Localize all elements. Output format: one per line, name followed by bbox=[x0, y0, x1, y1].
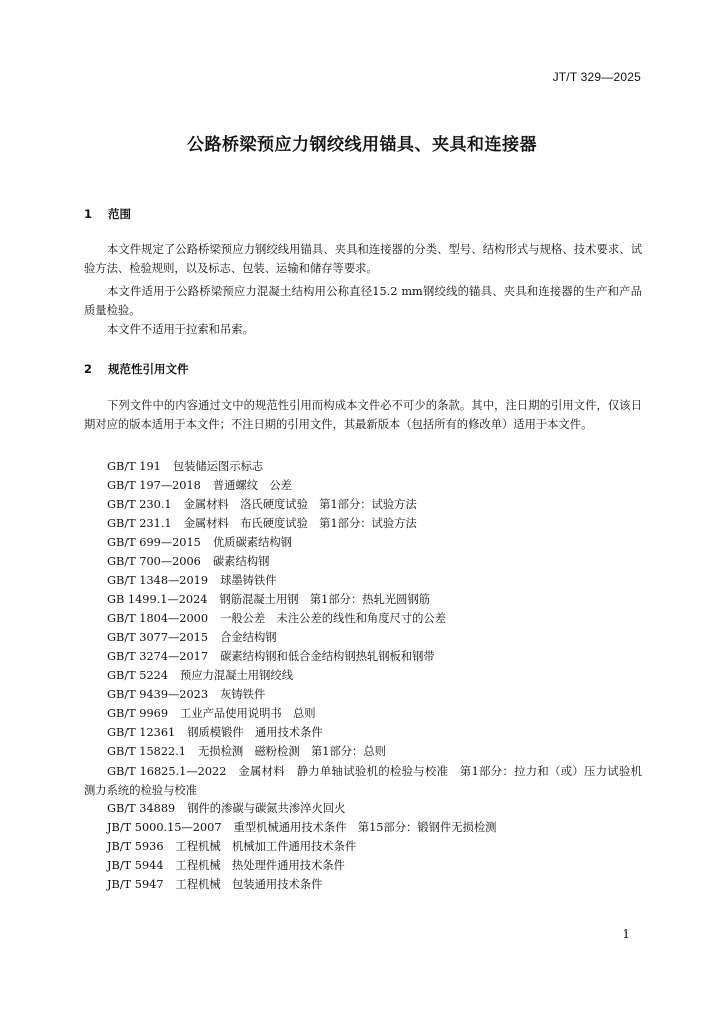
reference-code: GB/T 1348—2019 bbox=[107, 574, 209, 587]
reference-code: GB/T 34889 bbox=[107, 802, 176, 815]
reference-item bbox=[107, 515, 417, 531]
standard-code: JT/T 329—2025 bbox=[552, 70, 641, 84]
reference-code: GB/T 699—2015 bbox=[107, 536, 201, 549]
reference-item bbox=[107, 724, 323, 740]
reference-name: 包装储运图示标志 bbox=[172, 460, 264, 473]
section-title: 范围 bbox=[108, 207, 131, 221]
section-title: 规范性引用文件 bbox=[108, 362, 189, 376]
reference-item bbox=[107, 743, 386, 759]
reference-item bbox=[107, 857, 345, 873]
reference-name: 优质碳素结构钢 bbox=[212, 536, 292, 549]
reference-name: 工程机械 机械加工件通用技术条件 bbox=[175, 840, 357, 853]
reference-name: 预应力混凝土用钢绞线 bbox=[180, 669, 293, 682]
reference-code: GB/T 1804—2000 bbox=[107, 612, 209, 625]
section-number: 2 bbox=[84, 362, 93, 376]
reference-name: 工业产品使用说明书 总则 bbox=[180, 707, 316, 720]
reference-code: GB/T 9439—2023 bbox=[107, 688, 209, 701]
reference-code: JB/T 5944 bbox=[107, 859, 164, 872]
reference-item bbox=[107, 591, 430, 607]
reference-code: GB/T 231.1 bbox=[107, 517, 172, 530]
reference-code: GB/T 700—2006 bbox=[107, 555, 201, 568]
document-title: 公路桥梁预应力钢绞线用锚具、夹具和连接器 bbox=[187, 135, 537, 155]
reference-name: 金属材料 静力单轴试验机的检验与校准 第1部分：拉力和（或）压力试验机 测力系统的检验与校准 bbox=[84, 765, 654, 797]
reference-name: 无损检测 磁粉检测 第1部分：总则 bbox=[197, 745, 386, 758]
reference-item bbox=[107, 838, 356, 854]
reference-name: 碳素结构钢和低合金结构钢热轧钢板和钢带 bbox=[220, 650, 435, 663]
reference-item bbox=[107, 686, 265, 702]
section-number: 1 bbox=[84, 207, 93, 221]
reference-code: GB/T 16825.1—2022 bbox=[107, 765, 227, 778]
reference-code: GB/T 230.1 bbox=[107, 498, 172, 511]
paragraph: 本文件不适用于拉索和吊索。 bbox=[107, 323, 254, 336]
reference-code: GB/T 197—2018 bbox=[107, 479, 201, 492]
reference-item bbox=[107, 648, 435, 664]
reference-name: 钢质模锻件 通用技术条件 bbox=[187, 726, 323, 739]
page-number: 1 bbox=[622, 927, 630, 941]
reference-name: 合金结构钢 bbox=[220, 631, 277, 644]
reference-code: GB/T 9969 bbox=[107, 707, 169, 720]
reference-name: 球墨铸铁件 bbox=[220, 574, 277, 587]
reference-item bbox=[107, 800, 345, 816]
reference-item bbox=[107, 705, 316, 721]
reference-name: 金属材料 布氏硬度试验 第1部分：试验方法 bbox=[183, 517, 417, 530]
reference-code: JB/T 5936 bbox=[107, 840, 164, 853]
reference-item bbox=[107, 496, 417, 512]
paragraph: 本文件适用于公路桥梁预应力混凝土结构用公称直径15.2 mm钢绞线的锚具、夹具和连接器的生产和产品质量检验。 bbox=[84, 285, 642, 317]
paragraph: 本文件规定了公路桥梁预应力钢绞线用锚具、夹具和连接器的分类、型号、结构形式与规格、技术要求、试验方法、检验规则，以及标志、包装、运输和储存等要求。 bbox=[84, 243, 642, 275]
section-heading bbox=[84, 206, 131, 222]
reference-code: GB/T 191 bbox=[107, 460, 161, 473]
reference-code: GB 1499.1—2024 bbox=[107, 593, 208, 606]
reference-item bbox=[107, 458, 263, 474]
reference-item bbox=[107, 667, 293, 683]
reference-name: 钢件的渗碳与碳氮共渗淬火回火 bbox=[187, 802, 346, 815]
reference-item bbox=[107, 629, 277, 645]
reference-code: GB/T 12361 bbox=[107, 726, 176, 739]
reference-name: 工程机械 热处理件通用技术条件 bbox=[175, 859, 345, 872]
reference-code: GB/T 5224 bbox=[107, 669, 169, 682]
reference-name: 灰铸铁件 bbox=[220, 688, 266, 701]
reference-name: 工程机械 包装通用技术条件 bbox=[175, 878, 323, 891]
reference-code: JB/T 5000.15—2007 bbox=[107, 821, 222, 834]
reference-code: JB/T 5947 bbox=[107, 878, 164, 891]
reference-name: 普通螺纹 公差 bbox=[212, 479, 292, 492]
paragraph: 下列文件中的内容通过文中的规范性引用而构成本文件必不可少的条款。其中，注日期的引用文件，仅该日期对应的版本适用于本文件；不注日期的引用文件，其最新版本（包括所有的修改单）适用于本文件。 bbox=[84, 399, 642, 431]
reference-item bbox=[107, 572, 277, 588]
reference-code: GB/T 3077—2015 bbox=[107, 631, 209, 644]
reference-name: 钢筋混凝土用钢 第1部分：热轧光圆钢筋 bbox=[219, 593, 431, 606]
reference-item bbox=[107, 610, 446, 626]
reference-code: GB/T 15822.1 bbox=[107, 745, 186, 758]
reference-item bbox=[84, 762, 654, 800]
reference-code: GB/T 3274—2017 bbox=[107, 650, 209, 663]
reference-item bbox=[107, 534, 292, 550]
reference-name: 重型机械通用技术条件 第15部分：锻钢件无损检测 bbox=[233, 821, 497, 834]
reference-item bbox=[107, 477, 292, 493]
reference-name: 一般公差 未注公差的线性和角度尺寸的公差 bbox=[220, 612, 447, 625]
reference-item bbox=[107, 553, 269, 569]
reference-name: 碳素结构钢 bbox=[212, 555, 270, 568]
section-heading bbox=[84, 361, 189, 377]
reference-name: 金属材料 洛氏硬度试验 第1部分：试验方法 bbox=[183, 498, 417, 511]
reference-item bbox=[107, 819, 496, 835]
reference-item bbox=[107, 876, 322, 892]
